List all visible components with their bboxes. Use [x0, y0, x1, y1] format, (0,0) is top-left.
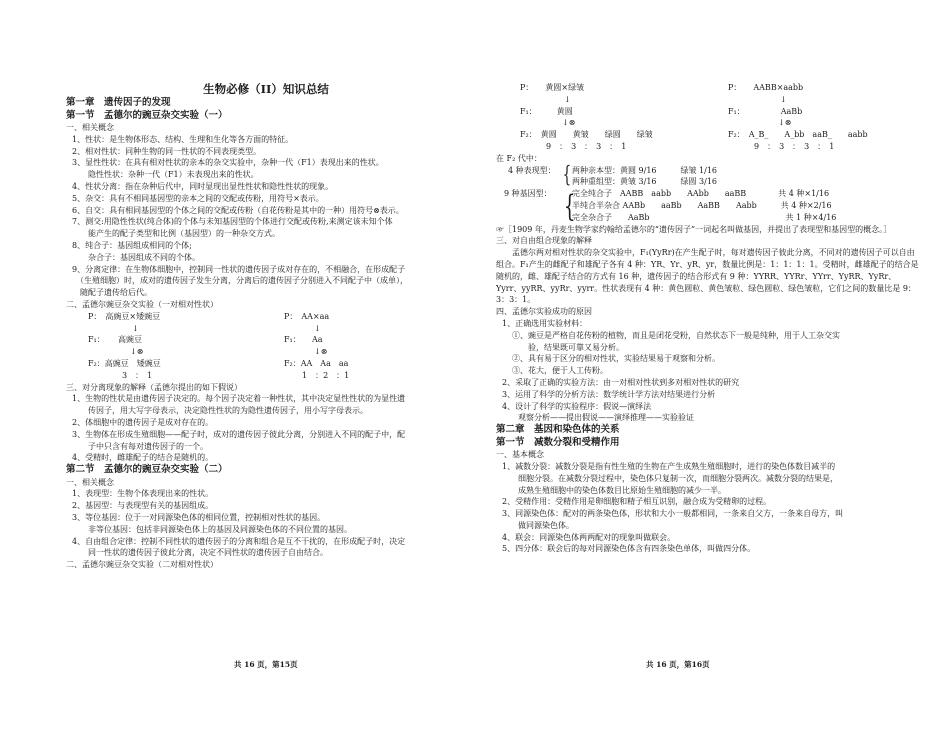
right-column	[496, 82, 921, 555]
right-page	[480, 0, 950, 735]
cross-self-arrow: ↓⊗	[130, 347, 144, 357]
success-item: 3、运用了科学的分析方法：数学统计学方法对结果进行分析	[502, 389, 716, 399]
cross-f1-phenotype: 高豌豆	[118, 335, 142, 345]
concept-item: 8、纯合子：基因组成相同的个体;	[72, 240, 192, 250]
success-item: ③、花大，便于人工传粉。	[512, 366, 608, 376]
concept-item: 2、基因型：与表现型有关的基因组成。	[72, 501, 214, 511]
cross-f2-ratio: 9 ： 3 ： 3 ： 1	[546, 141, 627, 151]
cross-f2-phenotypes: F₂：高豌豆 矮豌豆	[88, 358, 161, 368]
part-heading: 四、孟德尔实验成功的原因	[496, 307, 592, 317]
left-column	[66, 82, 466, 571]
phenotype-row: 两种重组型：黄皱 3/16 绿圆 3/16	[572, 177, 718, 187]
cross-self-arrow: ↓⊗	[778, 118, 792, 128]
success-item: ②、具有易于区分的相对性状，实验结果易于观察和分析。	[512, 354, 720, 364]
concept-item: 杂合子：基因组成不同的个体。	[72, 252, 200, 262]
page-title: 生物必修（II）知识总结	[203, 82, 329, 96]
success-item: 验，结果既可靠又易分析。	[512, 342, 624, 352]
explanation-paragraph: 孟德尔两对相对性状的杂交实验中，F₁(YyRr)在产生配子时，每对遗传因子彼此分离，不同对的遗传因子可以自由组合。F₁产生的雌配子和雄配子各有 4 种：YR、Yr、yR、yr，数量比例是：1：1：1：1。受精时，雌雄配子的结合是随机的，雌、雄配子结合的方式有 16 种，遗传因子的结合形式有 9 种：YYRR、YYRr、YYrr、YyRR、YyRr、Yyrr、yyRR、yyRr、yyrr。性状表现有 4 种：黄色圆粒、黄色皱粒、绿色圆粒、绿色皱粒，它们之间的数量比是 9：3：3：1。	[496, 248, 919, 305]
concept-item: 隐性性状：杂种一代（F1）未表现出来的性状。	[72, 170, 259, 180]
section-1-heading: 第一节 孟德尔的豌豆杂交实验（一）	[66, 109, 228, 121]
genotype-group	[496, 188, 921, 223]
cross-f1: F₁： 黄圆	[520, 106, 573, 116]
section-2-heading: 第二节 孟德尔的豌豆杂交实验（二）	[66, 464, 228, 476]
genotype-group-label: 9 种基因型：	[504, 189, 552, 199]
genotype-row: 半纯合半杂合 AABb aaBb AaBB Aabb 共 4 种×2/16	[572, 200, 832, 210]
hypothesis-item: 2、体细胞中的遗传因子是成对存在的。	[72, 417, 214, 427]
concept-item: 4、性状分离：指在杂种后代中，同时显现出显性性状和隐性性状的现象。	[72, 181, 334, 191]
phenotype-group-label: 4 种表现型：	[508, 165, 556, 175]
concept-item: 能产生的配子类型和比例（基因型）的一种杂交方式。	[72, 229, 280, 239]
success-item: 观察分析——提出假说——演绎推理——实验验证	[502, 413, 694, 423]
cross-arrow: ↓	[564, 94, 571, 104]
hypothesis-item: 3、生物体在形成生殖细胞——配子时，成对的遗传因子彼此分离，分别进入不同的配子中，配	[72, 429, 406, 439]
concept-item: 1、减数分裂：减数分裂是指有性生殖的生物在产生成熟生殖细胞时，进行的染色体数目减半的	[502, 461, 836, 471]
concept-item: 成熟生殖细胞中的染色体数目比原始生殖细胞的减少一半。	[502, 485, 726, 495]
section-heading: 第一节 减数分裂和受精作用	[496, 436, 620, 448]
concept-item: 6、自交：具有相同基因型的个体之间的交配或传粉（自花传粉是其中的一种）用符号⊗表示。	[72, 205, 404, 215]
hypothesis-item: 4、受精时，雌雄配子的结合是随机的。	[72, 453, 214, 463]
chapter-1-heading: 第一章 遗传因子的发现	[66, 97, 171, 108]
part-heading: 一、相关概念	[66, 477, 114, 487]
cross-p-genotype: P： AA×aa	[284, 311, 330, 321]
part-heading: 二、孟德尔豌豆杂交实验（一对相对性状）	[66, 299, 218, 309]
cross-f1-label: F₁：	[88, 335, 105, 345]
cross-f2-ratio: 1 ：2 ：1	[302, 370, 350, 380]
concept-item: 同一性状的遗传因子彼此分离，决定不同性状的遗传因子自由结合。	[72, 548, 328, 558]
concept-item: 1、性状：是生物体形态、结构、生理和生化等各方面的特征。	[72, 134, 294, 144]
concept-item: 5、四分体：联会后的每对同源染色体含有四条染色单体，叫做四分体。	[502, 544, 756, 554]
cross-f2-phenotypes: F₂： 黄圆 黄皱 绿圆 绿皱	[520, 130, 653, 140]
hypothesis-item: 传因子，用大写字母表示，决定隐性性状的为隐性遗传因子，用小写字母表示。	[72, 406, 368, 416]
brace-icon: {	[562, 162, 572, 188]
phenotype-group	[496, 162, 921, 189]
f2-intro: 在 F₂ 代中：	[496, 153, 542, 163]
part-heading: 二、孟德尔豌豆杂交实验（二对相对性状）	[66, 560, 218, 570]
page-footer: 共 16 页，第15页	[234, 660, 298, 669]
cross-f2-genotypes: F₂：AA Aa aa	[284, 358, 349, 368]
success-item: 4、设计了科学的实验程序：假说—演绎法	[502, 401, 652, 411]
history-note: ☞［1909 年，丹麦生物学家约翰给孟德尔的“遗传因子”一词起名叫做基因，并提出了表现型和基因型的概念。］	[496, 224, 892, 234]
success-item: 2、采取了正确的实验方法：由一对相对性状到多对相对性状的研究	[502, 377, 740, 387]
hypothesis-item: 1、生物的性状是由遗传因子决定的。每个因子决定着一种性状，其中决定显性性状的为显性遗	[72, 394, 406, 404]
page-footer: 共 16 页，第16页	[646, 660, 710, 669]
part-heading: 三、对分离现象的解释（孟德尔提出的如下假说）	[66, 382, 242, 392]
concept-item: 3、等位基因：位于一对同源染色体的相同位置，控制相对性状的基因。	[72, 513, 326, 522]
part-heading: 三、对自由组合现象的解释	[496, 236, 592, 246]
concept-item: 非等位基因：包括非同源染色体上的基因及同源染色体的不同位置的基因。	[72, 524, 352, 534]
cross-f1-label: F₁：	[284, 335, 301, 345]
cross-f2-ratio: 9 ： 3 ： 3 ： 1	[754, 141, 835, 151]
cross-f1-genotype: Aa	[312, 335, 323, 345]
genotype-row: 完全纯合子 AABB aabb AAbb aaBB 共 4 种×1/16	[572, 189, 830, 199]
cross-f1-genotype: F₁： AaBb	[728, 106, 803, 116]
cross-diagram-two-traits	[496, 82, 921, 153]
cross-arrow: ↓	[780, 94, 787, 104]
concept-item: 2、受精作用：受精作用是卵细胞和精子相互识别，融合成为受精卵的过程。	[502, 497, 772, 507]
concept-item: 2、相对性状：同种生物的同一性状的不同表现类型。	[72, 146, 262, 156]
cross-p-phenotype: P： 黄圆×绿皱	[520, 83, 585, 92]
concept-item: 4、自由组合定律：控制不同性状的遗传因子的分离和组合是互不干扰的，在形成配子时，决定	[72, 536, 406, 546]
hypothesis-item: 子中只含有每对遗传因子的一个。	[72, 441, 208, 451]
concept-item: 1、表现型：生物个体表现出来的性状。	[72, 489, 214, 499]
concept-item: 做同源染色体。	[502, 520, 574, 530]
concept-item: 9、分离定律：在生物体细胞中，控制同一性状的遗传因子成对存在的，不相融合，在形成配子	[72, 264, 406, 274]
concept-item: 3、同源染色体：配对的两条染色体，形状和大小一般都相同，一条来自父方，一条来自母方，叫	[502, 509, 844, 519]
concept-item: 3、显性性状：在具有相对性状的亲本的杂交实验中，杂种一代（F1）表现出来的性状。	[72, 158, 384, 168]
cross-f2-ratio: 3 ： 1	[122, 370, 153, 380]
cross-self-arrow: ↓⊗	[314, 347, 328, 357]
phenotype-row: 两种亲本型：黄圆 9/16 绿皱 1/16	[572, 165, 718, 175]
concept-item: 7、测交:用隐性性状(纯合体)的个体与未知基因型的个体进行交配或传粉,来测定该未知个体	[72, 217, 393, 227]
cross-arrow: ↓	[132, 323, 139, 333]
brace-icon: {	[563, 189, 576, 225]
cross-self-arrow: ↓⊗	[562, 118, 576, 128]
concept-item: 5、杂交：具有不相同基因型的亲本之间的交配或传粉，用符号×表示。	[72, 193, 324, 203]
chapter-2-heading: 第二章 基因和染色体的关系	[496, 424, 620, 436]
part-heading: 一、相关概念	[66, 123, 114, 132]
cross-f2-genotypes: F₂： A_B_ A_bb aaB_ aabb	[728, 130, 868, 140]
success-item: 1、正确选用实验材料：	[502, 318, 588, 328]
concept-item: 随配子遗传给后代。	[72, 288, 152, 298]
concept-item: 细胞分裂。在减数分裂过程中，染色体只复制一次，而细胞分裂两次。减数分裂的结果是，	[502, 473, 838, 483]
cross-p-genotype: P： AABB×aabb	[728, 83, 804, 92]
concept-item: 4、联会：同源染色体两两配对的现象叫做联会。	[502, 532, 676, 542]
cross-arrow: ↓	[314, 323, 321, 333]
part-heading: 一、基本概念	[496, 450, 544, 460]
genotype-row: 完全杂合子 AaBb 共 1 种×4/16	[572, 212, 837, 222]
concept-item: （生殖细胞）时，成对的遗传因子发生分离，分离后的遗传因子分别进入不同配子中（成单），	[72, 276, 408, 286]
cross-p-phenotype: P： 高豌豆×矮豌豆	[88, 311, 161, 321]
cross-diagram-one-trait	[66, 311, 466, 382]
success-item: ①、豌豆是严格自花传粉的植物，而且是闭花受粉，自然状态下一般是纯种，用于人工杂交实	[512, 330, 840, 340]
